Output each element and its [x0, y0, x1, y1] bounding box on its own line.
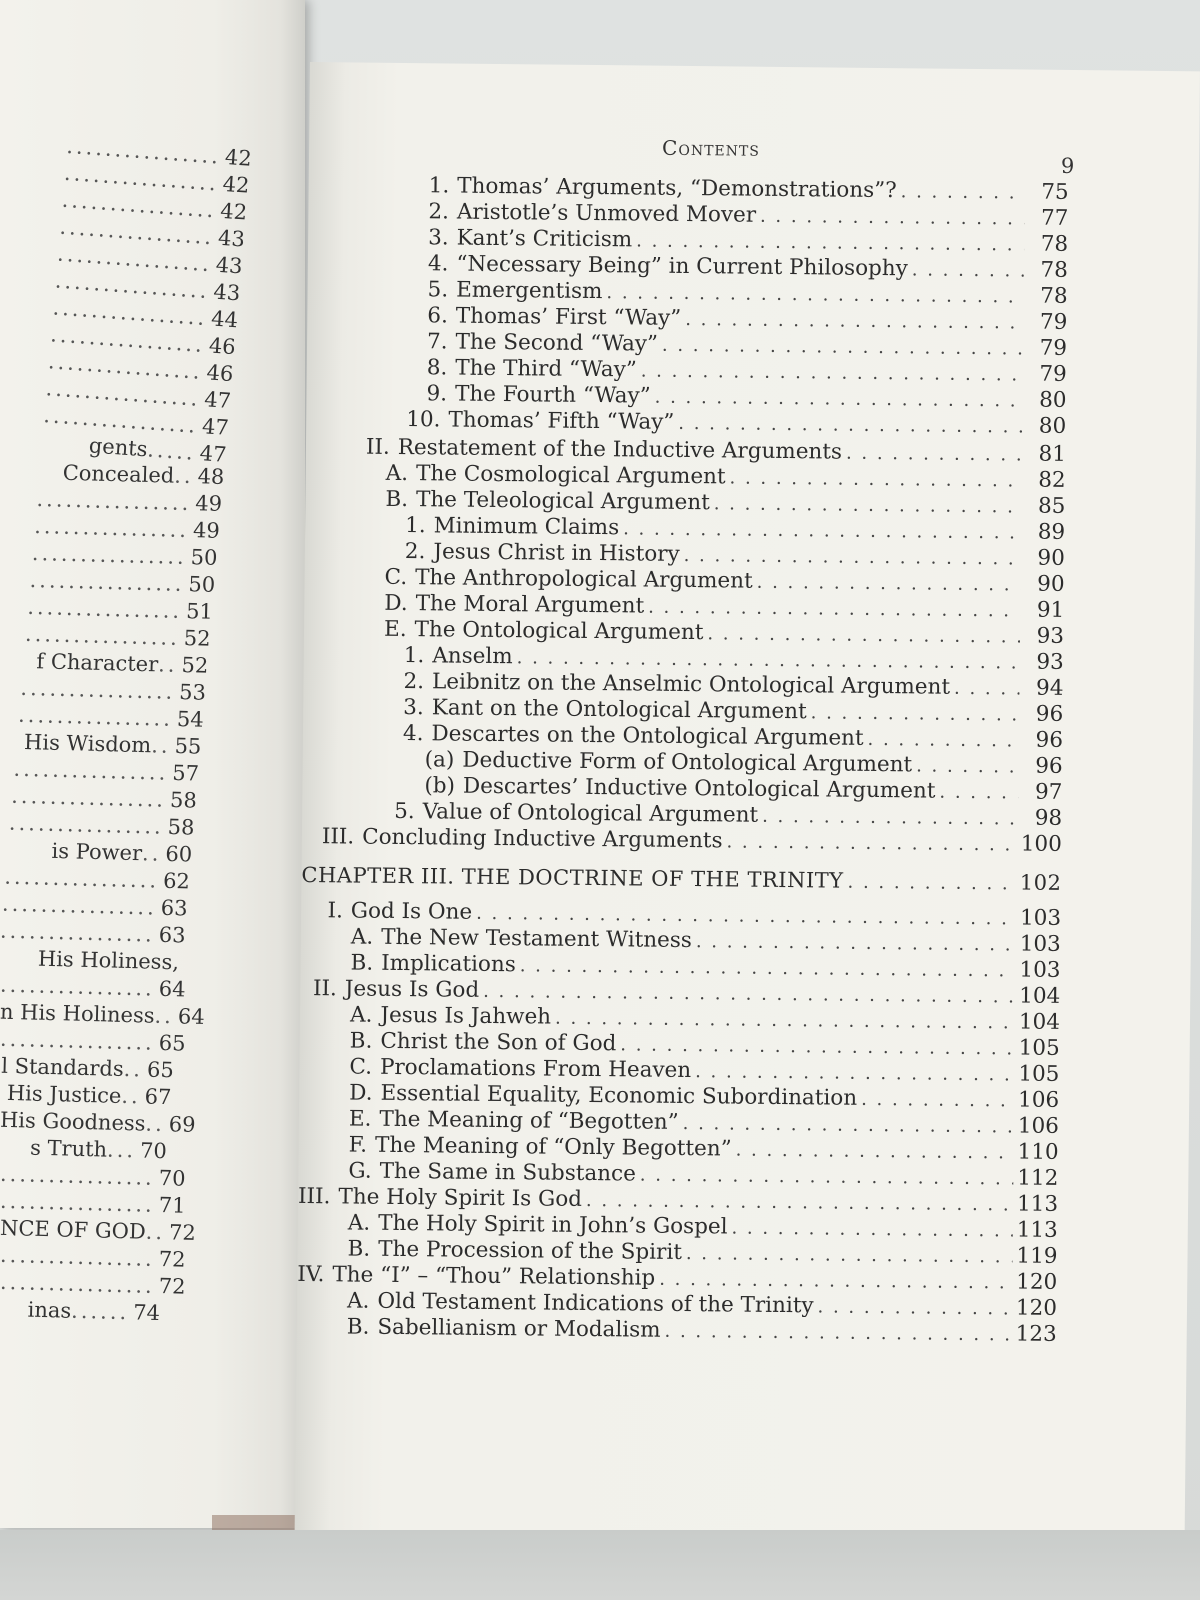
toc-entry-page: 94 [1035, 675, 1064, 701]
toc-entry-page: 123 [1015, 1321, 1057, 1347]
left-toc-entry [0, 729, 202, 758]
toc-entry-title: The Moral Argument [415, 591, 645, 619]
left-entry-page: 64 [177, 1004, 205, 1030]
left-entry-page: 43 [217, 225, 246, 252]
toc-entry-number: 2. [404, 539, 426, 565]
dot-leader [912, 257, 1024, 284]
toc-entry-number: 4. [427, 251, 449, 277]
toc-entry-number: 7. [426, 329, 448, 355]
toc-entry-title: Deductive Form of Ontological Argument [462, 747, 913, 778]
left-toc-entry [0, 1215, 197, 1246]
left-toc-entry [0, 892, 188, 921]
left-entry-page: 57 [172, 760, 200, 786]
toc-entry-title: The Third “Way” [455, 355, 637, 383]
left-entry-page: 42 [219, 198, 248, 225]
toc-entry-title: The Cosmological Argument [415, 461, 726, 490]
toc-entry-number: C. [384, 564, 408, 591]
dot-leader: ................ [54, 268, 211, 304]
toc-entry-page: 81 [1038, 441, 1067, 467]
toc-entry-title: The “I” – “Thou” Relationship [332, 1262, 656, 1291]
left-entry-page: 43 [214, 252, 244, 279]
dot-leader [811, 700, 1020, 728]
left-entry-page: 71 [158, 1193, 186, 1218]
toc-entry-title: Thomas’ Arguments, “Demonstrations”? [457, 173, 897, 204]
left-toc-entry [0, 702, 204, 731]
dot-leader: ................ [61, 187, 218, 223]
toc-entry-page: 120 [1016, 1269, 1058, 1295]
toc-entry-number: B. [346, 1314, 370, 1340]
toc-entry-page: 93 [1036, 649, 1064, 675]
toc-entry-number: C. [349, 1054, 373, 1080]
toc-entry-page: 90 [1037, 571, 1065, 597]
toc-entry-title: The New Testament Witness [381, 924, 693, 954]
dot-leader: .. [145, 1219, 166, 1245]
toc-entry-number: 5. [394, 798, 415, 825]
toc-entry-number: (a) [424, 747, 455, 773]
toc-entry-page: 100 [1020, 831, 1062, 857]
left-entry-page: 47 [198, 441, 228, 467]
right-page [294, 62, 1200, 1559]
left-entry-page: 65 [146, 1057, 175, 1083]
left-entry-page: 67 [144, 1084, 172, 1110]
dot-leader: ................ [0, 1269, 156, 1298]
toc-entry-page: 113 [1016, 1191, 1059, 1217]
toc-entry-page: 80 [1038, 413, 1067, 439]
toc-entry-page: 79 [1039, 335, 1068, 361]
toc-entry-page: 119 [1016, 1243, 1058, 1269]
toc-entry-number: 1. [405, 513, 426, 539]
toc-entry-title: Proclamations From Heaven [379, 1054, 692, 1084]
left-entry-page: 64 [158, 976, 186, 1002]
left-toc-entry [0, 999, 205, 1030]
left-entry-page: 62 [162, 868, 191, 894]
page-title: Contents [661, 135, 761, 161]
toc-entry-number: 4. [402, 721, 424, 747]
left-entry-page: 53 [178, 680, 207, 705]
left-toc-entry [0, 1081, 172, 1109]
left-entry-page: 65 [158, 1030, 186, 1056]
dot-leader: ................ [17, 702, 174, 731]
dot-leader: ................ [13, 756, 169, 785]
left-entry-page: 74 [132, 1300, 161, 1326]
dot-leader: ................ [47, 349, 204, 384]
toc-entry-title: The Procession of the Spirit [378, 1236, 683, 1265]
dot-leader: ................ [24, 621, 181, 650]
dot-leader [664, 1319, 1011, 1349]
left-toc-entry [0, 567, 215, 597]
left-entry-page: 58 [169, 787, 198, 813]
toc-entry-page: 110 [1017, 1139, 1059, 1165]
toc-entry-title: The Second “Way” [455, 329, 659, 357]
left-entry-page: 69 [168, 1112, 196, 1137]
left-toc-entry [0, 675, 206, 704]
toc-entry-page: 75 [1041, 179, 1069, 205]
toc-entry-title: Old Testament Indications of the Trinity [377, 1288, 814, 1319]
left-entry-text: Concealed [62, 460, 175, 488]
toc-entry-title: Sabellianism or Modalism [377, 1314, 661, 1343]
toc-entry-number: 9. [426, 381, 448, 407]
dot-leader: ................ [0, 1242, 156, 1271]
dot-leader [762, 804, 1018, 833]
dot-leader: ... [106, 1137, 137, 1163]
dot-leader [939, 780, 1018, 807]
left-entry-page: 47 [203, 387, 232, 414]
dot-leader: .. [154, 1003, 175, 1029]
toc-entry-title: Value of Ontological Argument [422, 799, 759, 828]
toc-entry-page: 96 [1035, 727, 1064, 753]
toc-entry-number: 2. [403, 669, 425, 695]
dot-leader: .. [141, 841, 162, 866]
table-surface [0, 1530, 1200, 1600]
dot-leader: ...... [70, 1298, 130, 1325]
toc-entry-page: 82 [1038, 467, 1066, 493]
toc-entry-number: F. [348, 1132, 368, 1158]
dot-leader: ................ [0, 1026, 156, 1055]
left-entry-page: 70 [139, 1138, 168, 1164]
toc-entry-number: D. [349, 1080, 373, 1106]
dot-leader: ................ [0, 1188, 156, 1217]
left-entry-page: 58 [167, 814, 195, 840]
dot-leader: .. [157, 652, 178, 677]
toc-entry-number: E. [348, 1106, 372, 1132]
toc-entry-number: 3. [428, 225, 449, 251]
toc-entry-number: 2. [428, 199, 450, 225]
dot-leader: ................ [58, 214, 215, 250]
toc-entry-page: 89 [1037, 519, 1066, 545]
dot-leader: .. [123, 1056, 144, 1082]
dot-leader: ................ [65, 133, 222, 169]
toc-entry-page: 103 [1019, 957, 1061, 983]
left-toc-entry [0, 1161, 186, 1191]
toc-entry-number: I. [327, 898, 343, 924]
left-entry-page: 52 [181, 653, 209, 678]
left-entry-text: His Justice [6, 1080, 122, 1108]
toc-entry-title: Thomas’ First “Way” [455, 303, 682, 331]
left-entry-page: 50 [188, 572, 216, 597]
left-entry-page: 46 [208, 333, 237, 360]
toc-entry-number: B. [385, 486, 409, 513]
toc-entry-title: Kant on the Ontological Argument [431, 695, 807, 725]
left-entry-page: 51 [185, 599, 214, 624]
toc-entry-title: Minimum Claims [433, 513, 620, 541]
dot-leader: ................ [1, 891, 158, 920]
left-entry-page: 50 [190, 545, 218, 570]
dot-leader: ................ [27, 594, 183, 623]
toc-entry-title: Christ the Son of God [380, 1028, 617, 1057]
left-toc-entry [0, 1135, 167, 1163]
left-toc-entry [0, 756, 199, 785]
left-entry-page: 44 [210, 306, 239, 333]
toc-entry-page: 106 [1017, 1087, 1060, 1113]
toc-entry-title: The Meaning of “Begotten” [379, 1106, 679, 1135]
toc-entry-page: 79 [1039, 309, 1068, 335]
left-toc-entry [0, 783, 197, 812]
dot-leader: .. [150, 733, 171, 758]
toc-entry-page: 103 [1019, 905, 1062, 931]
toc-entry-title: Kant’s Criticism [456, 225, 633, 253]
left-entry-text: s Truth [29, 1135, 108, 1162]
dot-leader: ................ [42, 403, 199, 438]
dot-leader: ................ [10, 783, 167, 812]
left-toc-entry [0, 621, 211, 651]
toc-entry-page: 78 [1040, 257, 1068, 283]
left-entry-page: 52 [183, 626, 211, 651]
toc-entry-title: Leibnitz on the Anselmic Ontological Argument [431, 669, 951, 700]
toc-entry-number: 6. [427, 303, 448, 329]
left-toc-entry [0, 459, 225, 489]
toc-entry-number: E. [383, 616, 407, 643]
left-entry-page: 60 [165, 841, 193, 867]
toc-entry-title: The Meaning of “Only Begotten” [374, 1132, 732, 1162]
toc-entry-page: 112 [1017, 1165, 1059, 1191]
toc-entry-page: 106 [1017, 1113, 1060, 1139]
page-number: 9 [1060, 153, 1075, 179]
left-entry-text: is Power [51, 838, 143, 866]
left-entry-page: 72 [168, 1220, 197, 1246]
dot-leader: ................ [45, 376, 202, 411]
dot-leader: ................ [0, 972, 156, 1001]
toc-entry-page: 91 [1036, 597, 1065, 623]
toc-entry-title: Aristotle’s Unmoved Mover [456, 199, 757, 228]
dot-leader [726, 829, 1017, 858]
left-entry-text: gents [88, 433, 149, 462]
left-page [0, 0, 305, 1528]
left-entry-page: 43 [212, 279, 242, 306]
toc-entry-number: B. [347, 1236, 371, 1262]
toc-entry-page: 80 [1039, 387, 1067, 413]
toc-entry-title: Jesus Is God [344, 976, 480, 1003]
left-toc-entry [0, 865, 190, 894]
toc-entry-title: The Holy Spirit Is God [338, 1184, 583, 1212]
left-entry-page: 49 [192, 518, 221, 543]
toc-entry-number: B. [350, 950, 374, 976]
dot-leader [901, 179, 1025, 206]
toc-entry-number: 10. [406, 407, 441, 433]
toc-entry-number: B. [349, 1028, 373, 1054]
toc-entry-page: 102 [1019, 870, 1062, 895]
toc-entry-title: God Is One [350, 898, 473, 925]
dot-leader [954, 676, 1020, 703]
toc-entry-page: 105 [1018, 1061, 1060, 1087]
left-toc-entry [0, 1269, 186, 1299]
dot-leader [861, 1087, 1014, 1115]
dot-leader: ................ [20, 675, 176, 704]
chapter-heading [301, 862, 1061, 898]
toc-entry-page: 96 [1035, 701, 1064, 727]
toc-entry-title: CHAPTER III. THE DOCTRINE OF THE TRINITY [301, 862, 844, 893]
left-entry-page: 55 [174, 733, 202, 759]
left-entry-text: f Character [36, 649, 159, 677]
toc-entry-page: 104 [1019, 983, 1061, 1009]
toc-entry-page: 105 [1018, 1035, 1060, 1061]
dot-leader [847, 870, 1016, 898]
left-toc-entry [0, 648, 209, 677]
toc-entry-number: III. [297, 1183, 331, 1210]
toc-entry-number: 1. [428, 173, 450, 199]
left-toc-entry [0, 513, 220, 543]
toc-entry-number: IV. [297, 1261, 325, 1288]
toc-entry-page: 98 [1034, 805, 1063, 831]
toc-entry-page: 85 [1037, 493, 1066, 519]
left-entry-text: inas [27, 1297, 72, 1323]
left-toc-entry [0, 540, 218, 570]
dot-leader: ................ [49, 322, 206, 358]
toc-entry-page: 97 [1034, 779, 1063, 805]
dot-leader: ................ [36, 487, 192, 516]
left-toc-entry [0, 919, 186, 948]
dot-leader [846, 441, 1022, 469]
left-entry-text: His Holiness, [37, 946, 180, 975]
left-entry-text: n His Holiness [0, 999, 155, 1028]
dot-leader: ................ [8, 810, 165, 839]
dot-leader [817, 1294, 1012, 1322]
toc-entry-page: 93 [1036, 623, 1065, 649]
left-entry-page: 48 [197, 464, 225, 489]
toc-entry-number: A. [350, 924, 374, 950]
toc-entry-title: Jesus Christ in History [433, 539, 680, 567]
toc-entry-number: II. [365, 434, 390, 460]
toc-entry-title: Implications [381, 950, 516, 978]
toc-entry-number: 1. [403, 643, 425, 669]
left-toc-entry [0, 946, 183, 975]
left-toc-entry [0, 1054, 174, 1083]
toc-entry-page: 96 [1035, 753, 1063, 779]
dot-leader: ................ [51, 295, 209, 331]
toc-entry-title: Concluding Inductive Arguments [362, 824, 723, 854]
dot-leader: ................ [29, 567, 185, 597]
toc-entry-page: 104 [1018, 1009, 1061, 1035]
toc-entry-number: (b) [424, 773, 456, 799]
toc-entry-page: 79 [1039, 361, 1067, 387]
toc-entry-title: The Fourth “Way” [454, 381, 651, 409]
left-toc-entry [0, 837, 192, 866]
left-entry-page: 42 [221, 171, 251, 198]
left-toc-entry [0, 1297, 160, 1325]
left-entry-page: 54 [176, 706, 204, 732]
dot-leader [867, 727, 1019, 755]
dot-leader: ................ [31, 540, 188, 570]
toc-entry-number: 5. [427, 277, 449, 303]
left-entry-page: 63 [160, 895, 188, 921]
toc-entry-page: 103 [1019, 931, 1061, 957]
left-entry-page: 63 [158, 922, 186, 948]
toc-entry-title: Restatement of the Inductive Arguments [397, 434, 843, 465]
toc-entry-page: 120 [1015, 1295, 1058, 1321]
toc-entry-title: The Ontological Argument [414, 617, 704, 646]
left-entry-page: 70 [158, 1166, 186, 1191]
dot-leader: ................ [0, 1161, 156, 1190]
toc-entry-title: The Same in Substance [379, 1158, 637, 1187]
toc-entry-page: 113 [1016, 1217, 1058, 1243]
toc-entry-title: “Necessary Being” in Current Philosophy [456, 251, 908, 282]
left-entry-page: 72 [158, 1274, 186, 1299]
left-toc-entry [0, 810, 195, 839]
toc-entry-number: II. [312, 976, 337, 1002]
left-toc-entry [0, 1107, 196, 1137]
toc-entry-number: 3. [403, 695, 424, 721]
left-toc-entry [0, 1026, 186, 1056]
toc-entry-page: 78 [1040, 283, 1068, 309]
toc-entry-title: Essential Equality, Economic Subordination [380, 1080, 858, 1111]
toc-entry-title: Jesus Is Jahweh [380, 1002, 552, 1030]
toc-entry-number: A. [346, 1288, 370, 1314]
toc-entry-number: D. [384, 590, 408, 617]
toc-entry-title: Thomas’ Fifth “Way” [448, 407, 675, 435]
toc-entry-title: Anselm [432, 643, 513, 670]
left-entry-page: 72 [158, 1247, 186, 1272]
toc-entry-title: The Anthropological Argument [415, 565, 753, 594]
dot-leader: ................ [63, 160, 220, 196]
left-entry-page: 42 [224, 144, 253, 171]
dot-leader: .. [121, 1083, 142, 1109]
toc-entry-title: Emergentism [456, 277, 603, 305]
left-entry-page: 46 [205, 360, 235, 387]
toc-entry-title: The Holy Spirit in John’s Gospel [378, 1210, 728, 1240]
toc-entry-page: 77 [1040, 205, 1069, 231]
toc-entry-title: Descartes’ Inductive Ontological Argument [462, 773, 936, 804]
left-entry-text: His Goodness [0, 1107, 146, 1136]
left-entry-text: l Standards [0, 1053, 125, 1081]
toc-entry-number: A. [349, 1002, 373, 1028]
dot-leader: ..... [146, 437, 197, 465]
toc-entry-number: III. [321, 824, 355, 850]
left-toc-entry [0, 972, 186, 1002]
dot-leader [678, 411, 1022, 441]
left-entry-page: 47 [201, 414, 230, 440]
left-toc-entry [0, 1188, 186, 1218]
dot-leader [916, 753, 1019, 780]
left-toc-entry [0, 1242, 186, 1272]
left-toc-entry [0, 594, 213, 624]
toc-entry-number: 8. [426, 355, 448, 381]
dot-leader: ................ [56, 241, 213, 277]
toc-entry-title: Descartes on the Ontological Argument [431, 721, 864, 751]
left-entry-page: 49 [195, 491, 223, 516]
toc-entry-page: 78 [1040, 231, 1069, 257]
left-toc-entry [0, 486, 222, 516]
dot-leader: ................ [0, 918, 156, 947]
left-entry-text: NCE OF GOD [0, 1215, 147, 1244]
dot-leader: .. [173, 463, 194, 489]
dot-leader: .. [145, 1111, 166, 1137]
toc-entry-title: The Teleological Argument [415, 487, 710, 516]
left-entry-text: His Wisdom [23, 729, 152, 758]
toc-entry-number: A. [347, 1210, 371, 1236]
dot-leader: ................ [33, 514, 190, 543]
dot-leader: ................ [4, 864, 160, 893]
toc-entry-number: G. [348, 1158, 372, 1184]
toc-entry-page: 90 [1037, 545, 1065, 571]
toc-entry-number: A. [385, 460, 409, 487]
